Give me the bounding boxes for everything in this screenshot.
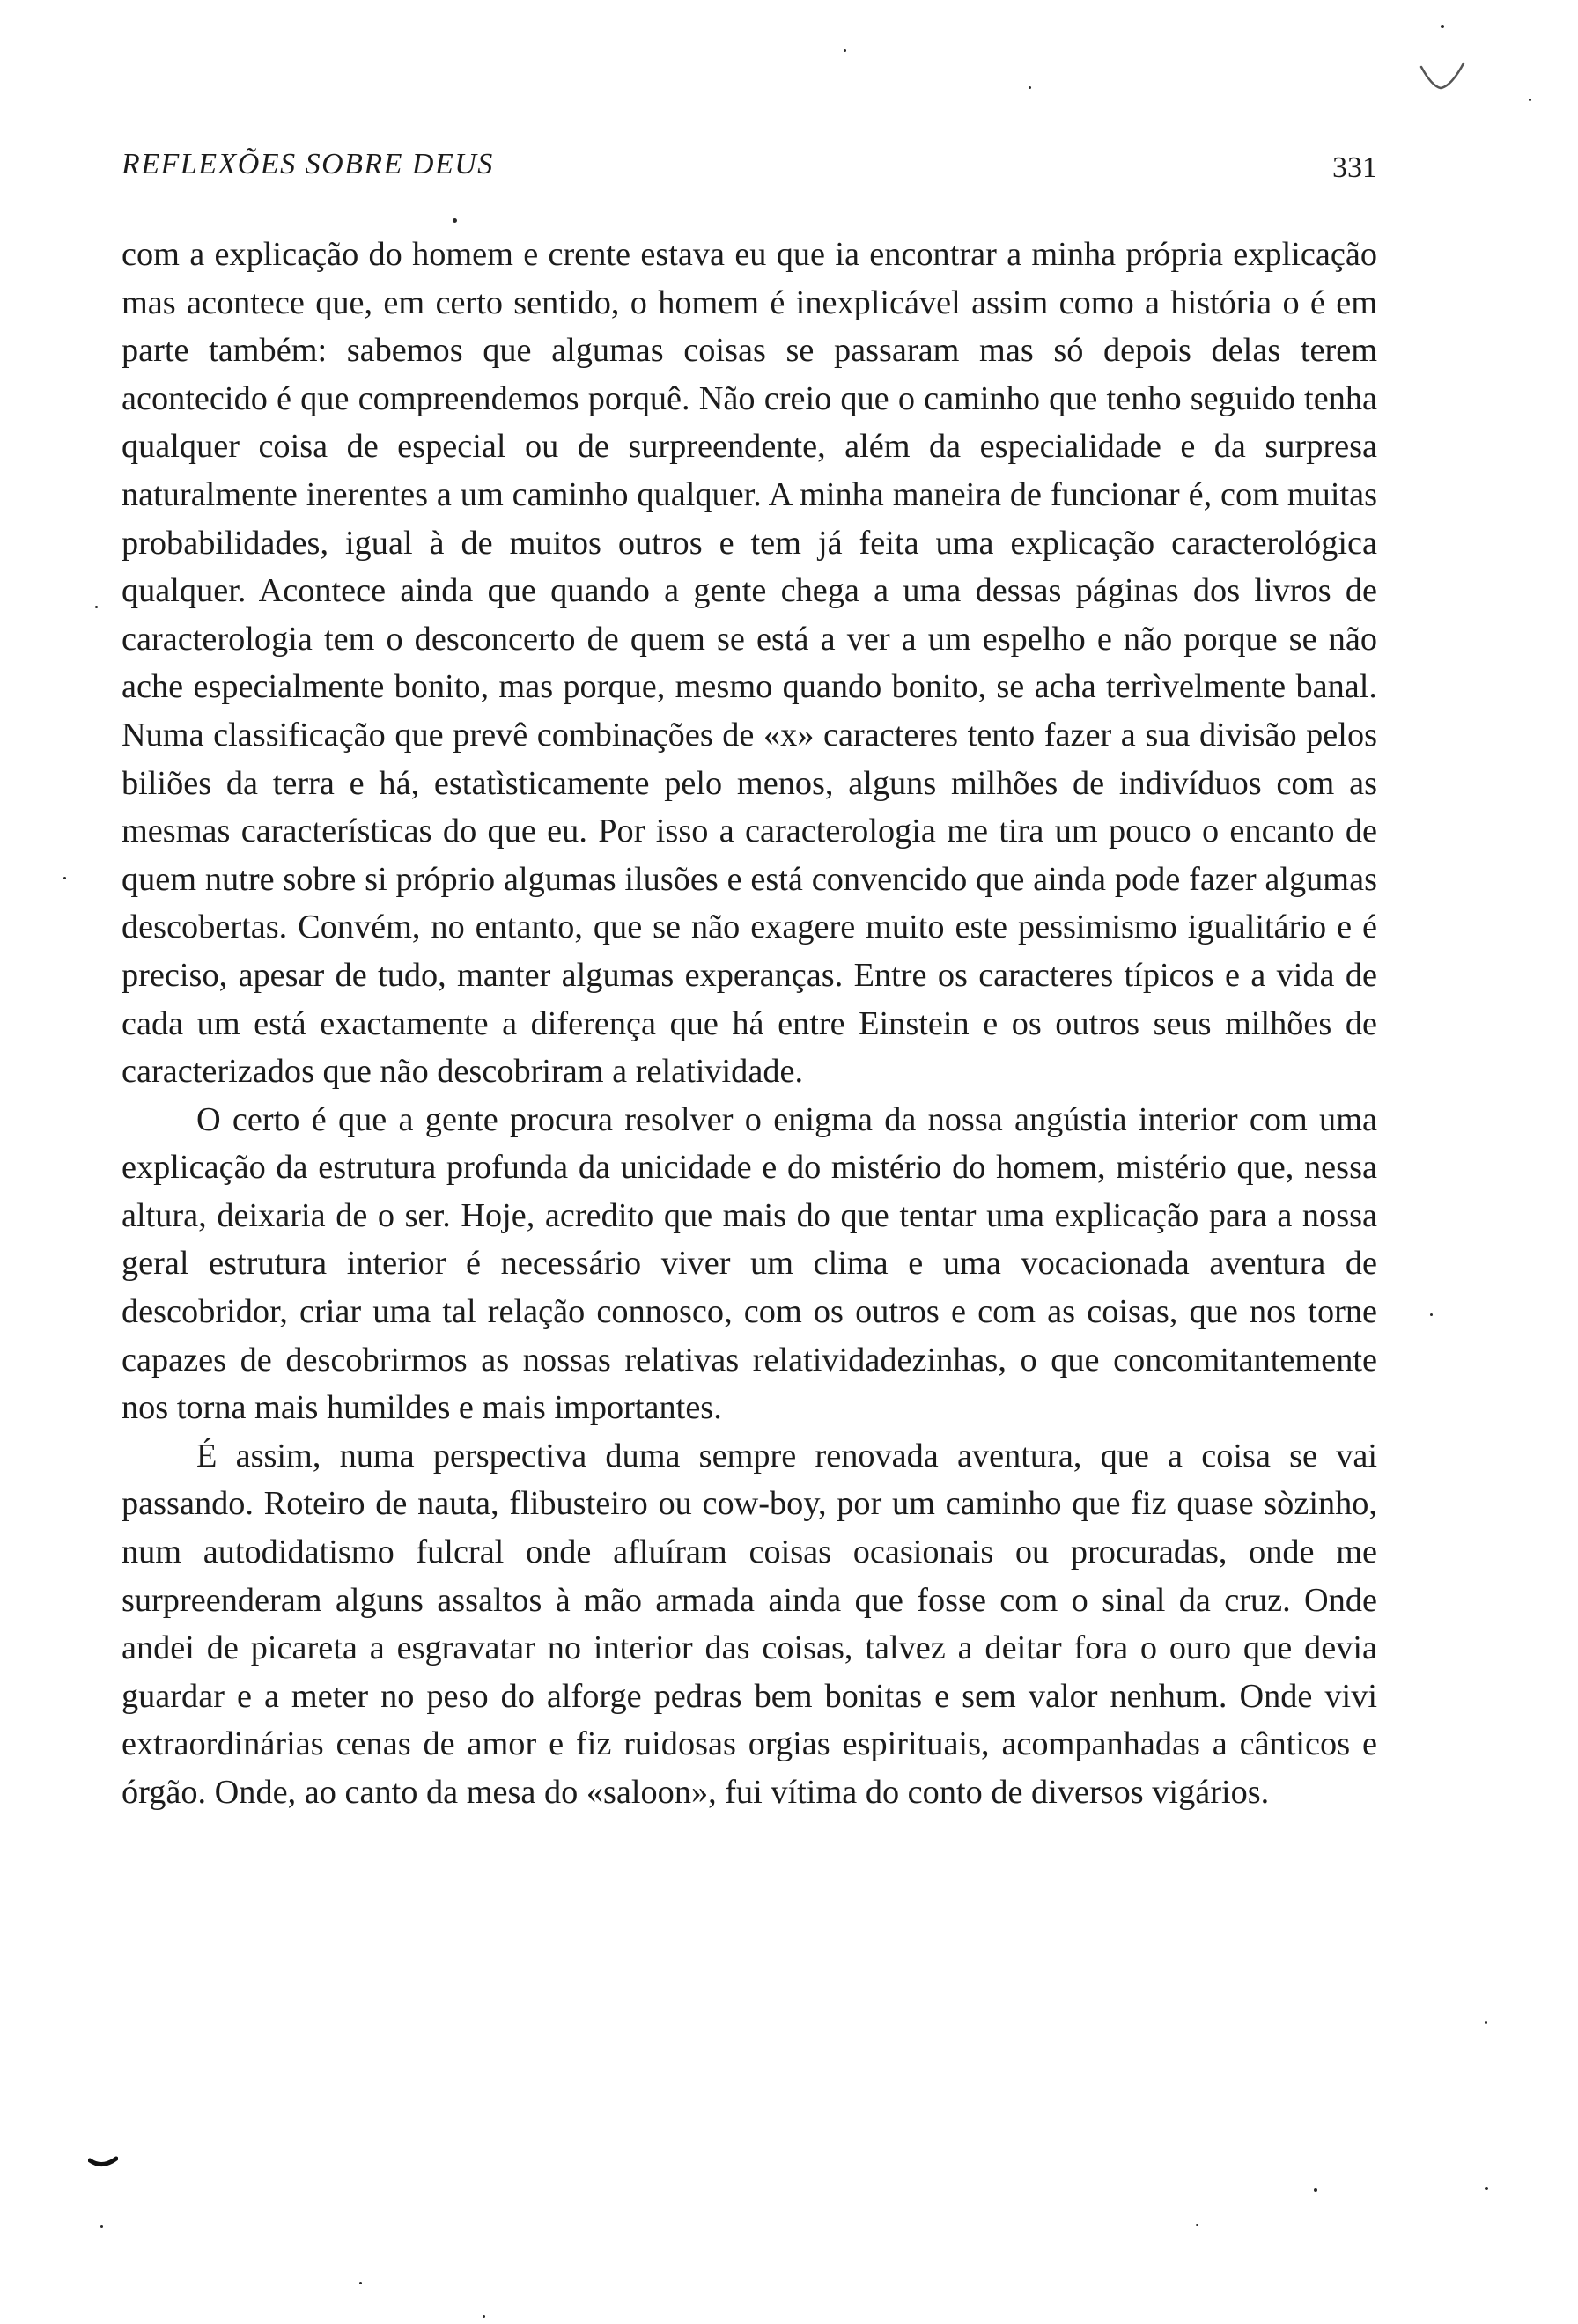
dust-speck [1485,2187,1488,2190]
dust-speck [1314,2188,1317,2192]
page-number: 331 [1332,151,1377,184]
dust-speck [844,49,846,52]
dust-speck [1196,2224,1198,2226]
dust-speck [100,2225,103,2228]
running-head [122,143,1377,187]
dust-speck [483,2315,485,2318]
paragraph-1: com a explicação do homem e crente estava eu que ia encontrar a minha própria explicação mas acontece que, em certo sentido, o homem é inexplicável assim como a história o é em parte também: sabemos que algumas coisas se passaram mas só depois delas terem acontecido é que compreendemos porquê. Não creio que o caminho que tenho seguido tenha qualquer coisa de especial ou de surpreendente, além da especialidade e da surpresa naturalmente inerentes a um caminho qualquer. A minha maneira de funcionar é, com muitas probabilidades, igual à de muitos outros e tem já feita uma explicação caracterológica qualquer. Acontece ainda que quando a gente chega a uma dessas páginas dos livros de caracterologia tem o desconcerto de quem se está a ver a um espelho e não porque se não ache especialmente bonito, mas porque, mesmo quando bonito, se acha terrìvelmente banal. Numa classificação que prevê combinações de «x» caracteres tento fazer a sua divisão pelos biliões da terra e há, estatìsticamente pelo menos, alguns milhões de indivíduos com as mesmas características do que eu. Por isso a caracterologia me tira um pouco o encanto de quem nutre sobre si próprio algumas ilusões e está convencido que ainda pode fazer algumas descobertas. Convém, no entanto, que se não exagere muito este pessimismo igualitário e é preciso, apesar de tudo, manter algumas experanças. Entre os caracteres típicos e a vida de cada um está exactamente a diferença que há entre Einstein e os outros seus milhões de caracterizados que não descobriram a relatividade. [122,236,1377,1091]
dust-speck [1529,99,1531,101]
paragraph-3: É assim, numa perspectiva duma sempre renovada aventura, que a coisa se vai passando. Roteiro de nauta, flibusteiro ou cow-boy, por um caminho que fiz quase sòzinho, num autodidatismo fulcral onde afluíram coisas ocasionais ou procuradas, onde me surpreenderam alguns assaltos à mão armada ainda que fosse com o sinal da cruz. Onde andei de picareta a esgravatar no interior das coisas, talvez a deitar fora o ouro que devia guardar e a meter no peso do alforge pedras bem bonitas e sem valor nenhum. Onde vivi extraordinárias cenas de amor e fiz ruidosas orgias espirituais, acompanhadas a cânticos e órgão. Onde, ao canto da mesa do «saloon», fui vítima do conto de diversos vigários. [122,1437,1377,1811]
body-text [122,231,1377,1817]
dust-speck [453,218,457,223]
dust-speck [95,606,98,608]
paragraph-2: O certo é que a gente procura resolver o enigma da nossa angústia interior com uma explicação da estrutura profunda da unicidade e do mistério do homem, mistério que, nessa altura, deixaria de o ser. Hoje, acredito que mais do que tentar uma explicação para a nossa geral estrutura interior é necessário viver um clima e uma vocacionada aventura de descobridor, criar uma tal relação connosco, com os outros e com as coisas, que nos torne capazes de descobrirmos as nossas relativas relatividadezinhas, o que concomitantemente nos torna mais humildes e mais importantes. [122,1100,1377,1427]
dust-speck [1485,2021,1487,2024]
running-title: REFLEXÕES SOBRE DEUS [122,148,494,180]
pencil-tick-mark [1419,60,1465,95]
dust-speck [1029,86,1031,89]
dust-speck [1441,25,1444,28]
dust-speck [63,877,66,879]
ink-mark [88,2155,118,2171]
dust-speck [1430,1313,1433,1316]
dust-speck [359,2282,362,2284]
